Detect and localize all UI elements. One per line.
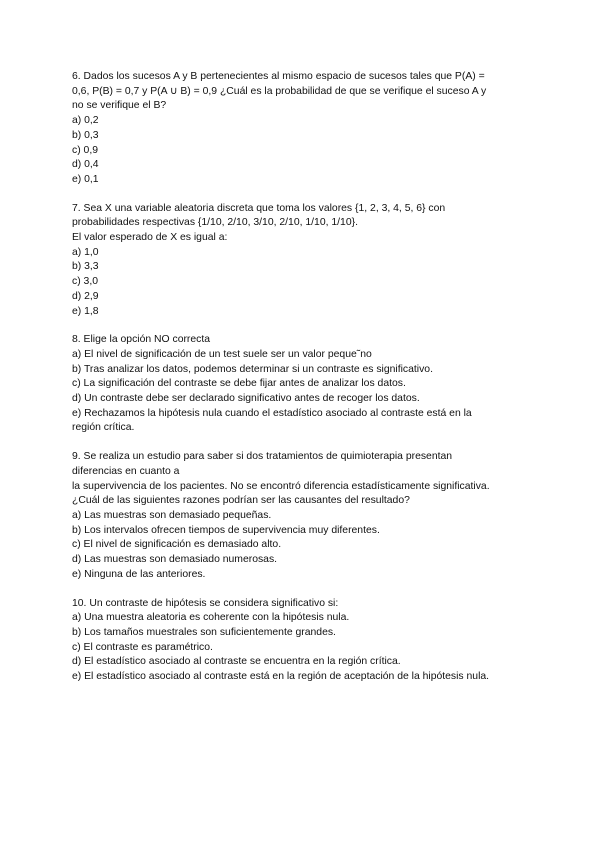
question-10: [72, 597, 532, 685]
question-text-line: 7. Sea X una variable aleatoria discreta que toma los valores {1, 2, 3, 4, 5, 6} con: [72, 202, 446, 214]
question-text-line: la supervivencia de los pacientes. No se encontró diferencia estadísticamente significativa.: [72, 480, 490, 492]
question-text-line: ¿Cuál de las siguientes razones podrían ser las causantes del resultado?: [72, 495, 410, 507]
exam-page: [72, 70, 532, 699]
question-text-line: 8. Elige la opción NO correcta: [72, 334, 211, 346]
answer-option: a) 0,2: [72, 115, 99, 127]
answer-option: a) El nivel de significación de un test suele ser un valor peque˜no: [72, 348, 372, 360]
answer-option: c) La significación del contraste se debe fijar antes de analizar los datos.: [72, 378, 406, 390]
answer-option: b) 0,3: [72, 129, 99, 141]
answer-option: región crítica.: [72, 422, 135, 434]
answer-option: c) El nivel de significación es demasiado alto.: [72, 539, 282, 551]
answer-option: d) Las muestras son demasiado numerosas.: [72, 554, 278, 566]
answer-option: c) 3,0: [72, 276, 98, 288]
question-6: [72, 70, 532, 188]
answer-option: c) El contraste es paramétrico.: [72, 641, 213, 653]
answer-option: b) Tras analizar los datos, podemos determinar si un contraste es significativo.: [72, 363, 433, 375]
answer-option: e) El estadístico asociado al contraste está en la región de aceptación de la hipótesis nula.: [72, 671, 490, 683]
question-text-line: probabilidades respectivas {1/10, 2/10, 3/10, 2/10, 1/10, 1/10}.: [72, 217, 358, 229]
question-text-line: 0,6, P(B) = 0,7 y P(A ∪ B) = 0,9 ¿Cuál es la probabilidad de que se verifique el suceso A y: [72, 85, 487, 97]
answer-option: a) Una muestra aleatoria es coherente con la hipótesis nula.: [72, 612, 350, 624]
question-text-line: 9. Se realiza un estudio para saber si dos tratamientos de quimioterapia presentan: [72, 451, 453, 463]
answer-option: b) Los tamaños muestrales son suficientemente grandes.: [72, 626, 336, 638]
answer-option: d) 2,9: [72, 290, 99, 302]
question-text-line: 6. Dados los sucesos A y B pertenecientes al mismo espacio de sucesos tales que P(A) =: [72, 71, 485, 82]
answer-option: d) Un contraste debe ser declarado significativo antes de recoger los datos.: [72, 393, 420, 405]
answer-option: e) 0,1: [72, 173, 99, 185]
answer-option: e) Ninguna de las anteriores.: [72, 568, 206, 580]
answer-option: c) 0,9: [72, 144, 98, 156]
question-9: [72, 450, 532, 582]
answer-option: a) 1,0: [72, 246, 99, 258]
question-text-line: no se verifique el B?: [72, 100, 167, 112]
question-text-line: 10. Un contraste de hipótesis se considera significativo si:: [72, 597, 339, 609]
question-8: [72, 333, 532, 436]
question-7: [72, 202, 532, 320]
answer-option: e) 1,8: [72, 305, 99, 317]
answer-option: d) 0,4: [72, 159, 99, 171]
question-text-line: diferencias en cuanto a: [72, 465, 180, 477]
answer-option: a) Las muestras son demasiado pequeñas.: [72, 509, 272, 521]
answer-option: e) Rechazamos la hipótesis nula cuando el estadístico asociado al contraste está en la: [72, 407, 472, 419]
answer-option: d) El estadístico asociado al contraste se encuentra en la región crítica.: [72, 656, 401, 668]
answer-option: b) Los intervalos ofrecen tiempos de supervivencia muy diferentes.: [72, 524, 380, 536]
question-text-line: El valor esperado de X es igual a:: [72, 232, 228, 244]
answer-option: b) 3,3: [72, 261, 99, 273]
